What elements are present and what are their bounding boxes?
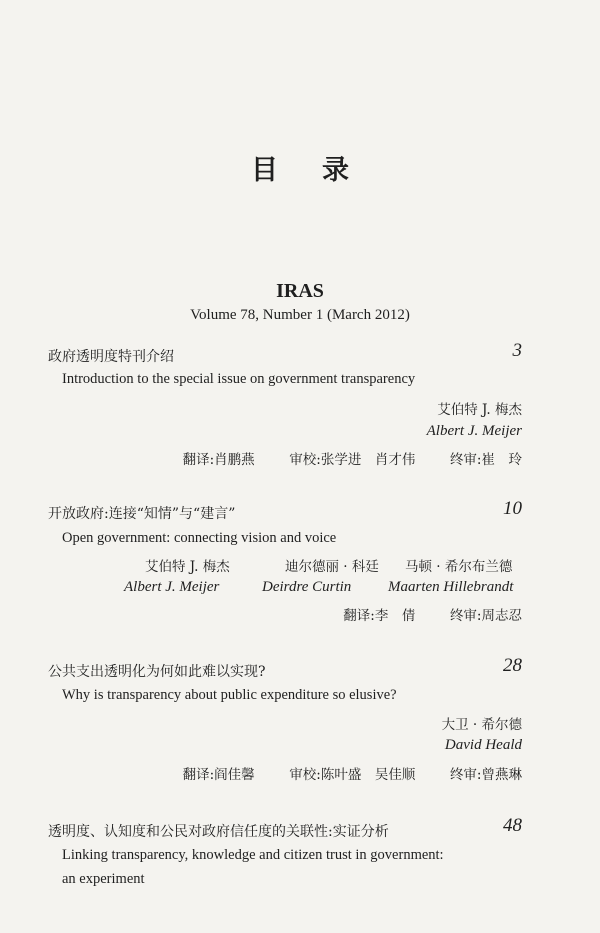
- author-en: Maarten Hillebrandt: [388, 579, 514, 595]
- author-en: David Heald: [444, 737, 522, 753]
- final-reviewer: 终审:曾燕琳: [449, 767, 522, 783]
- credits: [343, 604, 522, 624]
- page-number: 10: [503, 498, 522, 519]
- credits: [183, 448, 522, 468]
- article-zh-title[interactable]: 公共支出透明化为何如此难以实现?: [48, 664, 266, 680]
- author-en: Albert J. Meijer: [426, 423, 522, 439]
- author-zh: 迪尔德丽 · 科廷: [285, 559, 379, 575]
- article-en-title: Open government: connecting vision and voice: [62, 530, 337, 546]
- final-reviewer: 终审:周志忍: [449, 608, 522, 624]
- article-zh-title[interactable]: 开放政府:连接“知情”与“建言”: [48, 506, 236, 522]
- page-number: 48: [503, 815, 522, 836]
- volume-info: Volume 78, Number 1 (March 2012): [190, 307, 410, 323]
- journal-name: IRAS: [276, 280, 324, 302]
- article-zh-title[interactable]: 政府透明度特刊介绍: [48, 349, 174, 365]
- author-zh: 艾伯特 J. 梅杰: [437, 402, 522, 418]
- page-number: 28: [503, 655, 522, 676]
- credits: [183, 763, 522, 783]
- translator: 翻译:阎佳馨: [182, 767, 255, 783]
- author-zh: 马顿 · 希尔布兰德: [405, 559, 513, 575]
- reviewer: 审校:陈叶盛 吴佳顺: [289, 767, 416, 783]
- final-reviewer: 终审:崔 玲: [449, 452, 522, 468]
- reviewer: 审校:张学进 肖才伟: [289, 452, 416, 468]
- author-en: Albert J. Meijer: [124, 579, 220, 595]
- page-title: 目录: [251, 155, 393, 186]
- author-zh: 艾伯特 J. 梅杰: [145, 559, 230, 575]
- author-en: Deirdre Curtin: [262, 579, 352, 595]
- translator: 翻译:李 倩: [343, 608, 416, 624]
- article-zh-title[interactable]: 透明度、认知度和公民对政府信任度的关联性:实证分析: [48, 824, 389, 840]
- article-en-title: Linking transparency, knowledge and citizen trust in government:: [62, 847, 444, 863]
- page-number: 3: [512, 340, 522, 361]
- article-en-title: Introduction to the special issue on government transparency: [62, 371, 416, 387]
- translator: 翻译:肖鹏燕: [182, 452, 255, 468]
- article-en-title: Why is transparency about public expenditure so elusive?: [62, 687, 397, 703]
- article-en-title-cont: an experiment: [62, 871, 145, 887]
- author-zh: 大卫 · 希尔德: [441, 717, 522, 733]
